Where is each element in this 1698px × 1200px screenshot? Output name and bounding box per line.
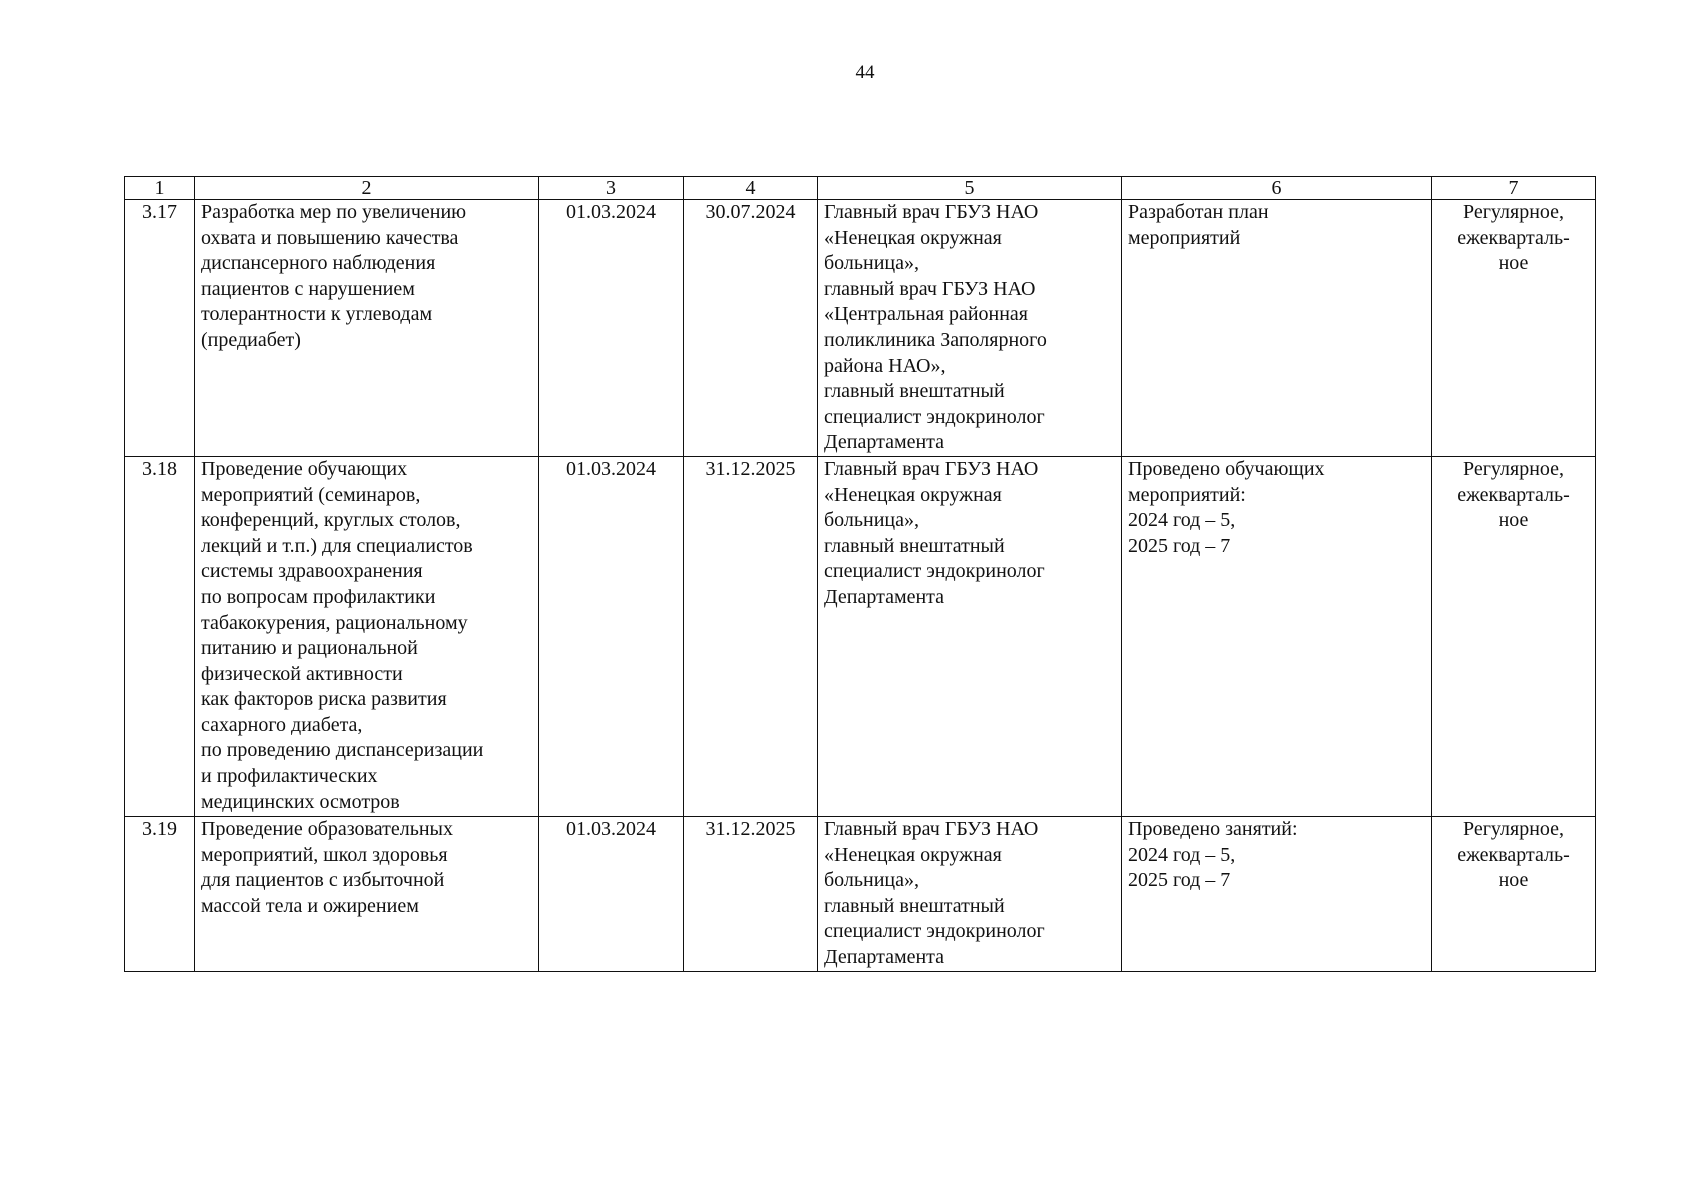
header-row [125,177,1596,200]
periodicity-line: ное [1498,869,1529,892]
event-line: медицинских осмотров [201,790,400,813]
periodicity-cell [1432,816,1596,971]
result-line: 2025 год – 7 [1128,869,1231,892]
responsible-line: больница», [824,869,919,892]
responsible-line: специалист эндокринолог [824,405,1045,428]
responsible-line: поликлиника Заполярного [824,328,1047,351]
row-number-cell: 3.19 [125,816,195,971]
table-header [125,177,1596,200]
event-cell [195,456,539,816]
end-date-cell: 31.12.2025 [684,816,818,971]
event-line: лекций и т.п.) для специалистов [201,534,473,557]
responsible-line: «Ненецкая окружная [824,483,1002,506]
event-line: системы здравоохранения [201,560,423,583]
event-line: Проведение образовательных [201,817,453,840]
periodicity-line: ежекварталь- [1457,483,1570,506]
periodicity-line: Регулярное, [1462,817,1565,840]
responsible-line: главный внештатный [824,534,1005,557]
page-number: 44 [855,62,875,83]
event-line: Проведение обучающих [201,457,408,480]
table-row [125,456,1596,816]
result-line: Проведено занятий: [1128,817,1298,840]
periodicity-line: ное [1498,252,1529,275]
responsible-line: главный внештатный [824,380,1005,403]
responsible-line: главный врач ГБУЗ НАО [824,277,1036,300]
periodicity-line: ежекварталь- [1457,843,1570,866]
event-line: Разработка мер по увеличению [201,201,467,223]
event-line: (предиабет) [201,328,301,351]
table-body [125,200,1596,972]
event-cell [195,200,539,457]
event-line: табакокурения, рациональному [201,611,468,634]
result-line: 2024 год – 5, [1128,509,1236,532]
periodicity-line: ежекварталь- [1457,226,1570,249]
result-line: мероприятий [1128,226,1241,249]
action-plan-table [124,176,1596,972]
responsible-cell [818,816,1122,971]
column-header: 4 [684,177,818,200]
responsible-line: специалист эндокринолог [824,560,1045,583]
event-line: конференций, круглых столов, [201,509,461,532]
result-line: мероприятий: [1128,483,1246,506]
responsible-line: «Ненецкая окружная [824,843,1002,866]
responsible-line: Главный врач ГБУЗ НАО [824,817,1039,840]
responsible-line: «Ненецкая окружная [824,226,1002,249]
periodicity-line: Регулярное, [1462,457,1565,480]
start-date-cell: 01.03.2024 [539,816,684,971]
periodicity-cell [1432,200,1596,457]
event-line: пациентов с нарушением [201,277,415,300]
event-line: физической активности [201,662,403,685]
event-cell [195,816,539,971]
event-line: по проведению диспансеризации [201,739,484,762]
result-line: Проведено обучающих [1128,457,1325,480]
event-line: и профилактических [201,765,378,788]
table-row [125,200,1596,457]
result-cell [1122,200,1432,457]
column-header: 3 [539,177,684,200]
periodicity-line: ное [1498,509,1529,532]
event-line: по вопросам профилактики [201,585,436,608]
responsible-line: специалист эндокринолог [824,920,1045,943]
responsible-line: Департамента [824,431,945,454]
responsible-line: Департамента [824,945,945,968]
end-date-cell: 30.07.2024 [684,200,818,457]
event-line: охвата и повышению качества [201,226,459,249]
event-line: диспансерного наблюдения [201,252,436,275]
responsible-line: Главный врач ГБУЗ НАО [824,201,1039,223]
responsible-line: Главный врач ГБУЗ НАО [824,457,1039,480]
event-line: мероприятий (семинаров, [201,483,421,506]
column-header: 1 [125,177,195,200]
column-header: 5 [818,177,1122,200]
row-number-cell: 3.18 [125,456,195,816]
event-line: как факторов риска развития [201,688,447,711]
column-header: 6 [1122,177,1432,200]
end-date-cell: 31.12.2025 [684,456,818,816]
result-line: Разработан план [1128,201,1269,223]
responsible-line: Департамента [824,585,945,608]
responsible-line: главный внештатный [824,894,1005,917]
periodicity-line: Регулярное, [1462,201,1565,223]
responsible-line: больница», [824,252,919,275]
start-date-cell: 01.03.2024 [539,456,684,816]
result-line: 2024 год – 5, [1128,843,1236,866]
result-line: 2025 год – 7 [1128,534,1231,557]
responsible-line: «Центральная районная [824,303,1029,326]
responsible-cell [818,200,1122,457]
table-row [125,816,1596,971]
responsible-line: больница», [824,509,919,532]
event-line: сахарного диабета, [201,713,363,736]
column-header: 7 [1432,177,1596,200]
event-line: толерантности к углеводам [201,303,433,326]
result-cell [1122,816,1432,971]
periodicity-cell [1432,456,1596,816]
column-header: 2 [195,177,539,200]
event-line: питанию и рациональной [201,637,418,660]
responsible-line: района НАО», [824,354,946,377]
event-line: для пациентов с избыточной [201,869,445,892]
responsible-cell [818,456,1122,816]
event-line: мероприятий, школ здоровья [201,843,448,866]
row-number-cell: 3.17 [125,200,195,457]
start-date-cell: 01.03.2024 [539,200,684,457]
result-cell [1122,456,1432,816]
event-line: массой тела и ожирением [201,894,419,917]
